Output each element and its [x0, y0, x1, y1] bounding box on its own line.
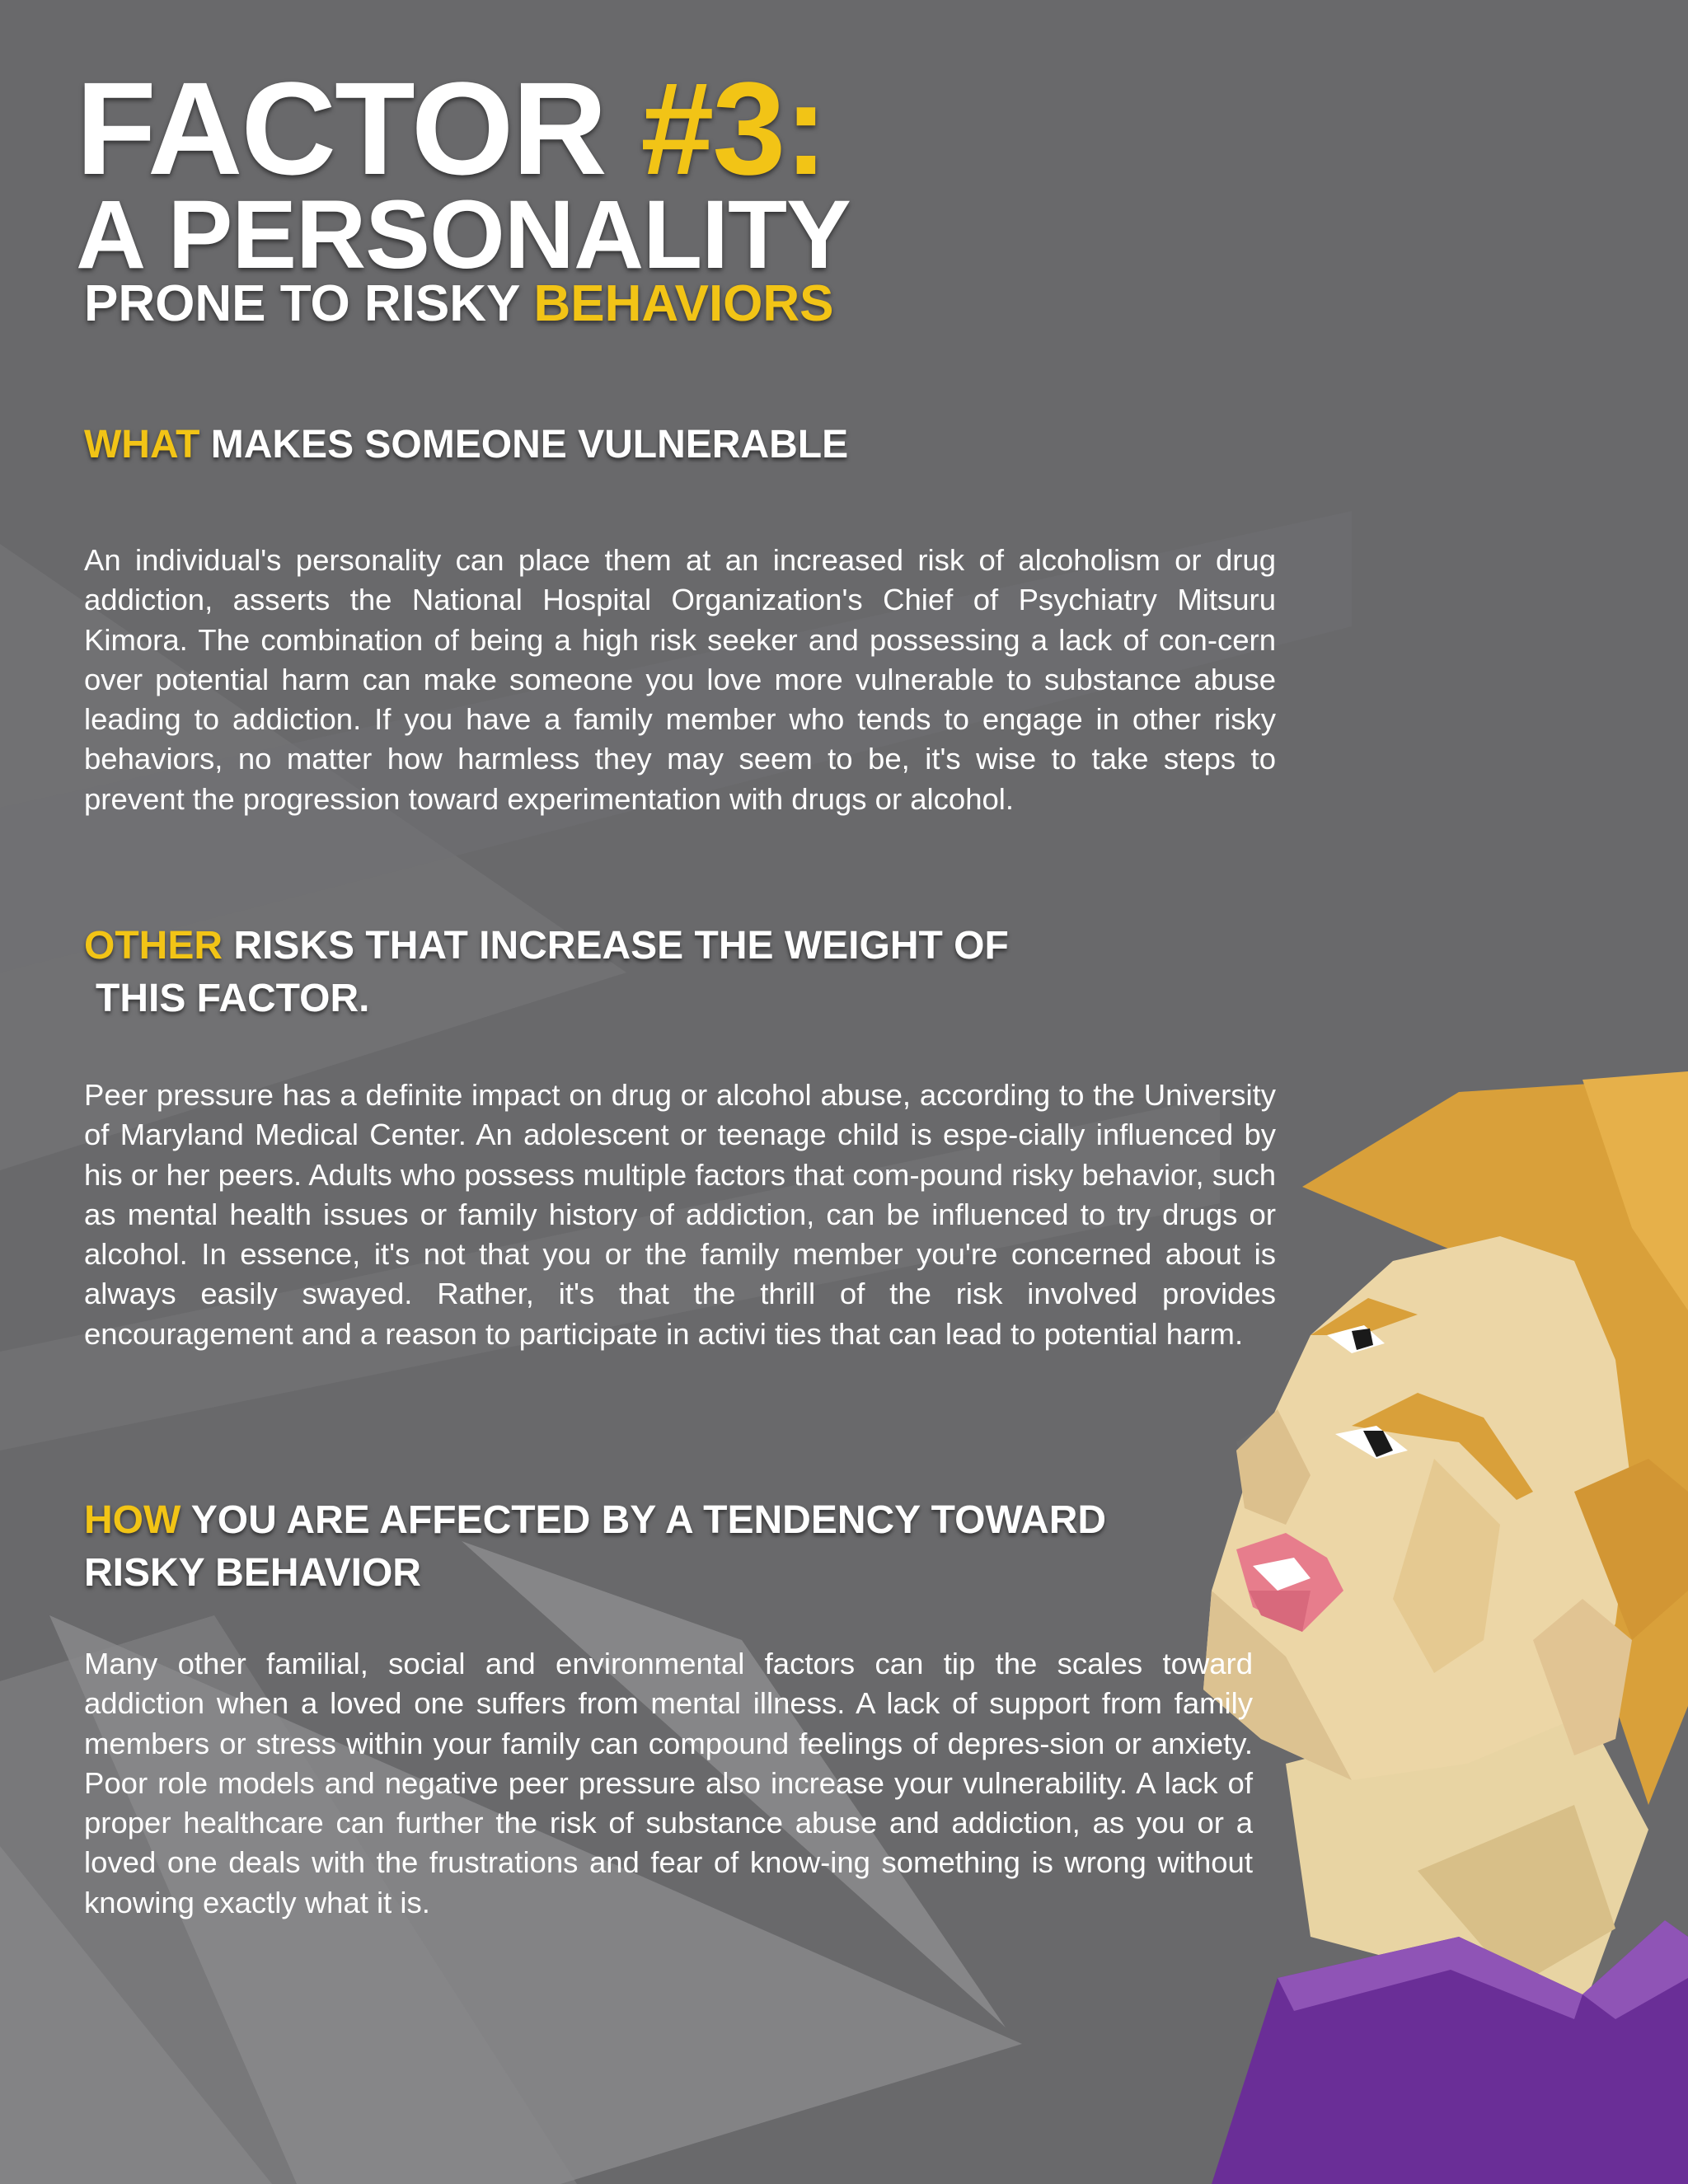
title-line-2: A PERSONALITY — [76, 180, 851, 289]
heading-text: RISKS THAT INCREASE THE WEIGHT OF — [233, 924, 1009, 968]
heading-text: MAKES SOMEONE VULNERABLE — [210, 423, 849, 466]
heading-highlight: HOW — [84, 1498, 181, 1542]
section-body-other-risks: Peer pressure has a definite impact on drug or alcohol abuse, according to the University of Maryland Medical Center. An adolescent or teenage child is espe-cially influenced by his or her peers. Adults who possess multiple factors that com-pound risky behavior, such as mental health issues or family history of addiction, can be influenced to try drugs or alcohol. In essence, it's not that you or the family member you're concerned about is always easily swayed. Rather, it's that the thrill of the risk involved provides encouragement and a reason to participate in activi ties that can lead to potential harm. — [84, 1078, 1276, 1351]
subtitle-white: PRONE TO RISKY — [84, 275, 520, 332]
heading-highlight: WHAT — [84, 423, 200, 466]
section-heading-how-affected — [84, 1494, 1106, 1600]
heading-highlight: OTHER — [84, 924, 223, 968]
title-line-1 — [76, 54, 827, 202]
subtitle-yellow: BEHAVIORS — [533, 275, 834, 332]
section-body-how-affected: Many other familial, social and environmental factors can tip the scales toward addiction when a loved one suffers from mental illness. A lack of support from family members or stress within your family can compound feelings of depres-sion or anxiety. Poor role models and negative peer pressure also increase your vulnerability. A lack of proper healthcare can further the risk of substance abuse and addiction, as you or a loved one deals with the frustrations and fear of know-ing something is wrong without knowing exactly what it is. — [84, 1647, 1253, 1919]
section-body-vulnerable: An individual's personality can place them at an increased risk of alcoholism or drug addiction, asserts the National Hospital Organization's Chief of Psychiatry Mitsuru Kimora. The combination of being a high risk seeker and possessing a lack of con-cern over potential harm can make someone you love more vulnerable to substance abuse leading to addiction. If you have a family member who tends to engage in other risky behaviors, no matter how harmless they may seem to be, it's wise to take steps to prevent the progression toward experimentation with drugs or alcohol. — [84, 543, 1276, 816]
subtitle — [84, 277, 834, 331]
title-number: #3: — [640, 54, 827, 202]
heading-text-line-2: THIS FACTOR. — [96, 977, 370, 1020]
heading-text-line-2: RISKY BEHAVIOR — [84, 1551, 421, 1595]
heading-text: YOU ARE AFFECTED BY A TENDENCY TOWARD — [190, 1498, 1107, 1542]
title-word-factor: FACTOR — [76, 54, 606, 202]
section-heading-other-risks — [84, 920, 1009, 1025]
section-heading-vulnerable — [84, 419, 848, 471]
